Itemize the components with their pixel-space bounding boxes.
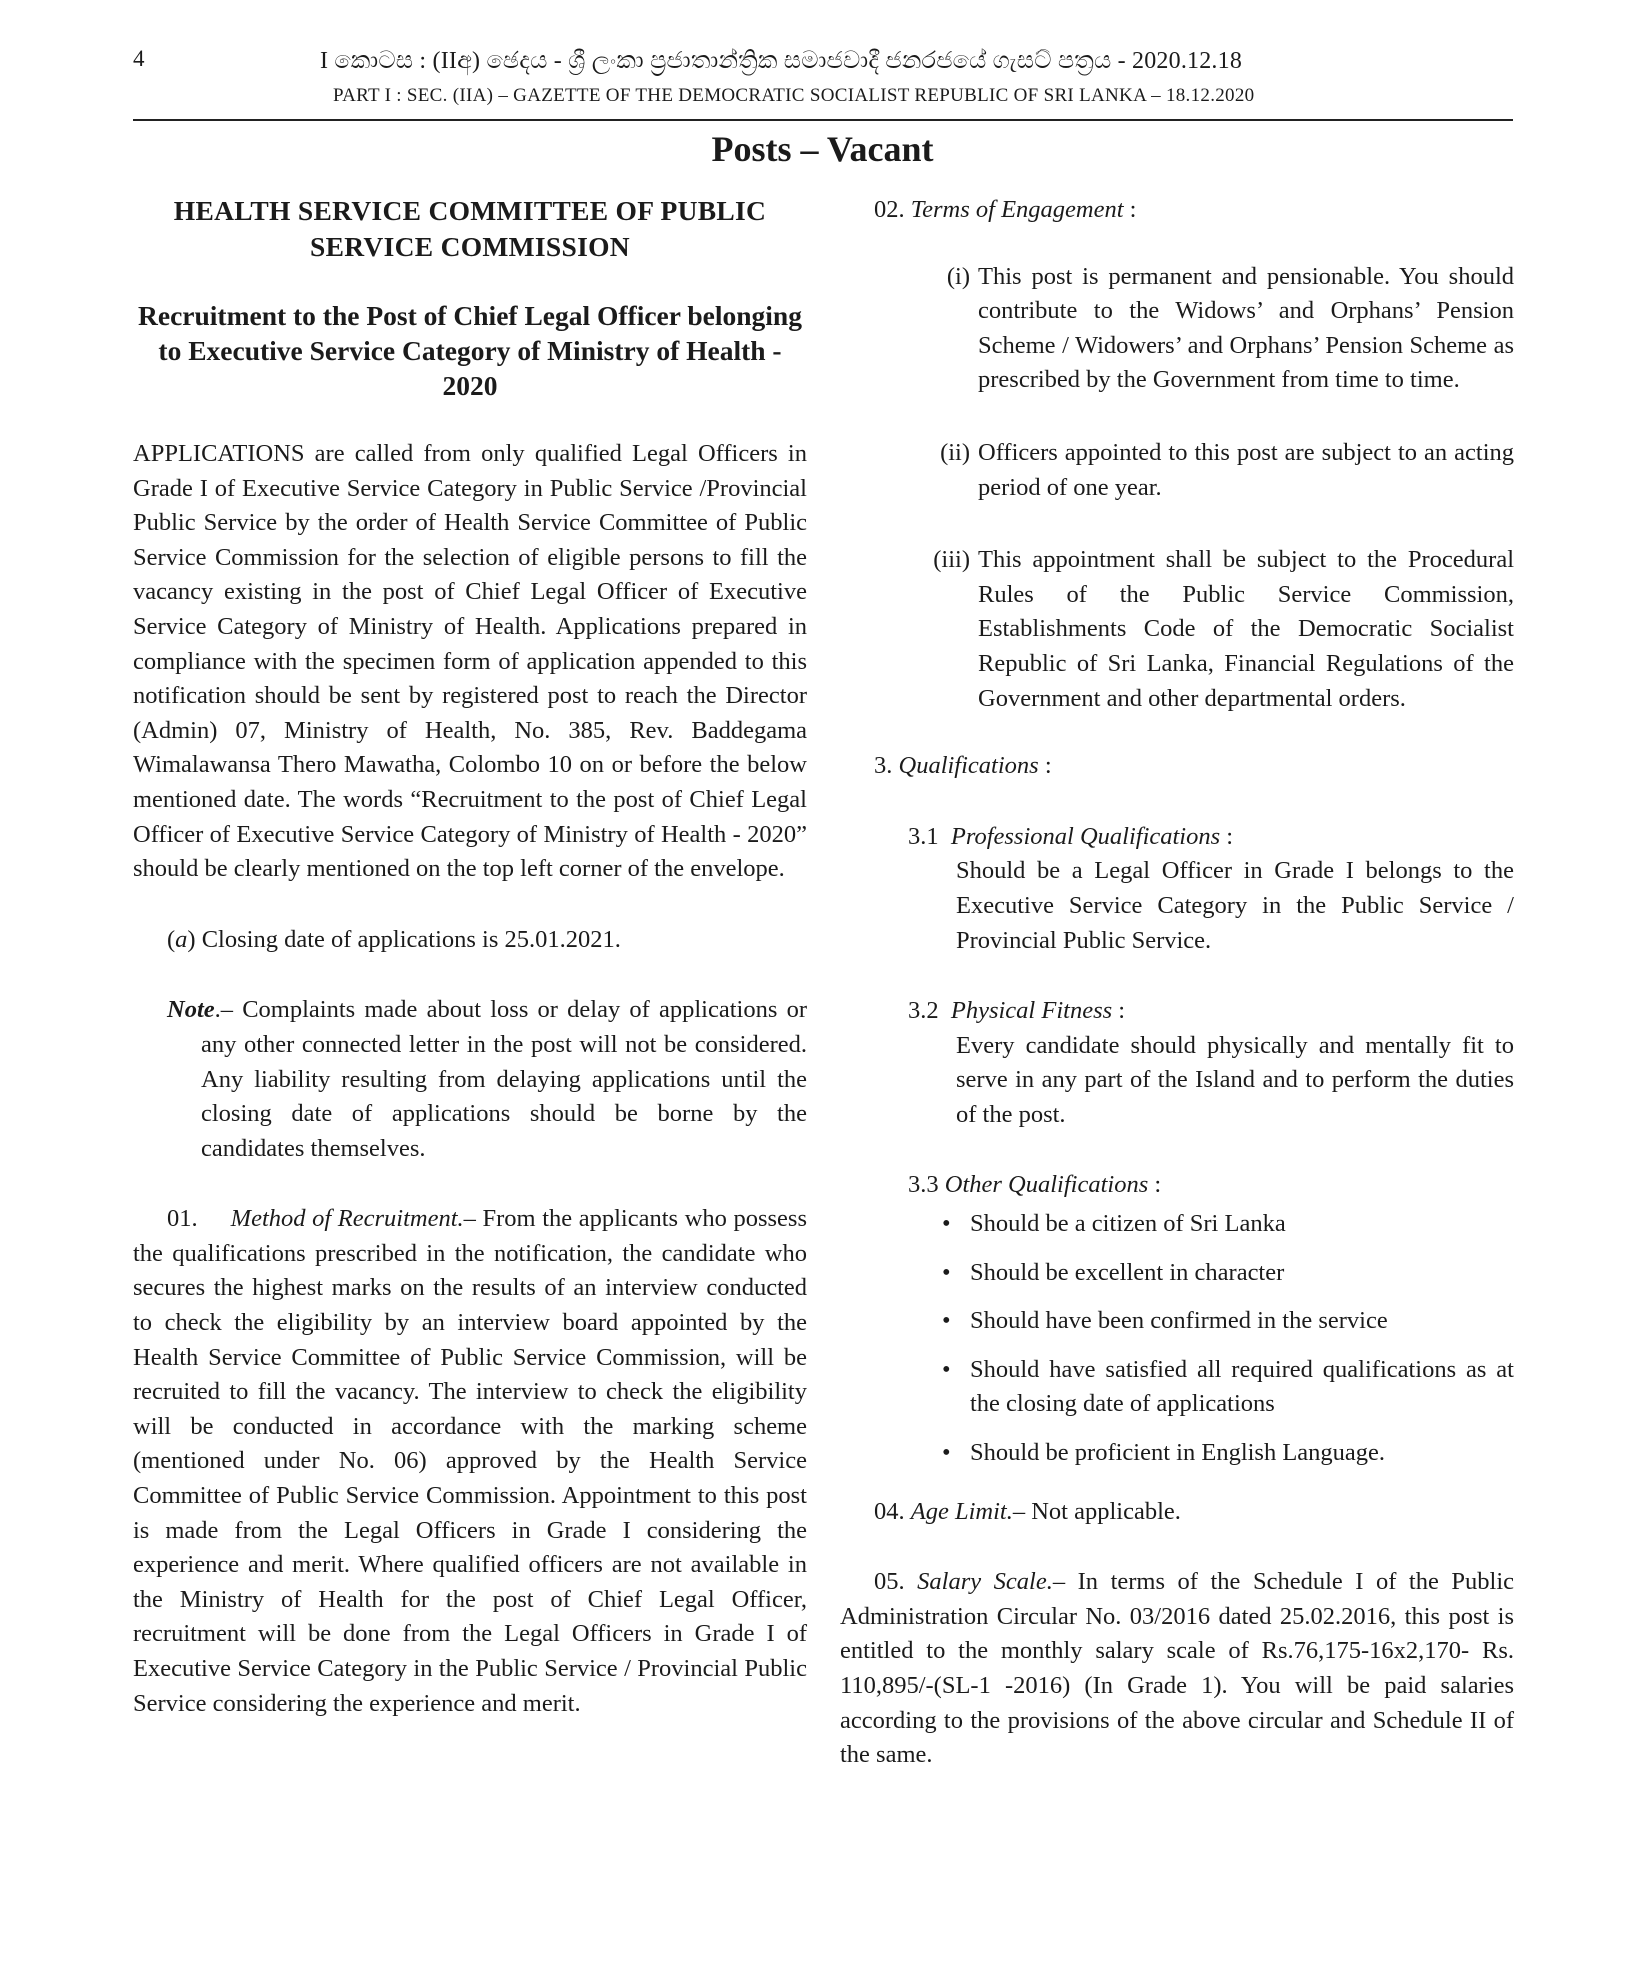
note-label: Note [167, 996, 215, 1024]
recruitment-title: Recruitment to the Post of Chief Legal Officer belonging to Executive Service Category of Ministry of Health - 2020 [138, 300, 802, 401]
page-number: 4 [133, 46, 145, 71]
committee-heading: HEALTH SERVICE COMMITTEE OF PUBLIC SERVICE COMMISSION [173, 195, 767, 262]
other-qualifications [908, 1168, 1514, 1203]
list-item: • Should have been confirmed in the service [940, 1304, 1514, 1339]
closing-label-close: ) [187, 925, 196, 953]
qualifications-heading [874, 749, 1514, 784]
professional-number: 3.1 [908, 822, 939, 850]
list-item [840, 436, 1514, 505]
list-item-text: This post is permanent and pensionable. You should contribute to the Widows’ and Orphans’ Pension Scheme / Widowers’ and Orphans’ Pension Scheme as prescribed by the Government from time to time. [978, 262, 1514, 394]
note-text: .– Complaints made about loss or delay of applications or any other connected letter in the post will not be considered. Any liability resulting from delaying applications until the closing date of applications should be borne by the candidates themselves. [201, 996, 807, 1162]
physical-colon: : [1112, 997, 1126, 1025]
professional-text: Should be a Legal Officer in Grade I belongs to the Executive Service Category in the Public Service / Provincial Public Service. [956, 857, 1514, 954]
age-limit-paragraph [874, 1495, 1514, 1530]
qualifications-heading-text: Qualifications [898, 752, 1039, 780]
method-heading: Method of Recruitment.– [230, 1205, 476, 1233]
left-column [133, 190, 807, 1721]
physical-text: Every candidate should physically and mentally fit to serve in any part of the Island and to perform the duties of the post. [956, 1031, 1514, 1128]
terms-heading [874, 193, 1514, 228]
age-heading: Age Limit.– [910, 1497, 1026, 1525]
list-item: • Should be a citizen of Sri Lanka [940, 1207, 1514, 1242]
age-text: Not applicable. [1025, 1497, 1181, 1525]
header-rule [133, 119, 1513, 121]
list-item-label: (i) [946, 262, 970, 290]
age-number: 04. [874, 1497, 905, 1525]
salary-scale-paragraph [840, 1565, 1514, 1773]
salary-number: 05. [874, 1568, 905, 1596]
closing-label-letter: a [175, 925, 188, 953]
qualifications-colon: : [1038, 752, 1052, 780]
list-item: • Should be proficient in English Language. [940, 1436, 1514, 1471]
section-title: Posts – Vacant [711, 129, 934, 169]
list-item-label: (ii) [940, 438, 970, 466]
gazette-header-english: PART I : SEC. (IIA) – GAZETTE OF THE DEMOCRATIC SOCIALIST REPUBLIC OF SRI LANKA – 18.12.2020 [333, 85, 1255, 106]
other-heading-text: Other Qualifications [944, 1171, 1149, 1199]
professional-qualifications [908, 820, 1514, 958]
other-colon: : [1148, 1171, 1162, 1199]
professional-colon: : [1220, 822, 1234, 850]
list-item: • Should be excellent in character [940, 1256, 1514, 1291]
physical-number: 3.2 [908, 997, 939, 1025]
method-number: 01. [167, 1205, 198, 1233]
list-item [840, 543, 1514, 716]
physical-heading [908, 994, 1514, 1029]
professional-heading-text: Professional Qualifications [950, 822, 1221, 850]
other-heading [908, 1168, 1514, 1203]
terms-heading-text: Terms of Engagement [910, 196, 1124, 223]
terms-colon: : [1123, 196, 1137, 223]
physical-fitness [908, 994, 1514, 1132]
physical-heading-text: Physical Fitness [950, 997, 1113, 1025]
salary-text: In terms of the Schedule I of the Public Administration Circular No. 03/2016 dated 25.02.2016, this post is entitled to the monthly salary scale of Rs.76,175-16x2,170- Rs. 110,895/-(SL-1 -2016) (In Grade 1). You will be paid salaries according to the provisions of the above circular and Schedule II of the same. [840, 1568, 1515, 1769]
closing-date-paragraph [167, 923, 807, 958]
note-paragraph [167, 993, 807, 1166]
closing-label-open: ( [167, 925, 176, 953]
method-text: From the applicants who possess the qualifications prescribed in the notification, the candidate who secures the highest marks on the results of an interview conducted to check the eligibility by an interview board appointed by the Health Service Committee of Public Service Commission, will be recruited to fill the vacancy. The interview to check the eligibility will be conducted in accordance with the marking scheme (mentioned under No. 06) approved by the Health Service Committee of Public Service Commission. Appointment to this post is made from the Legal Officers in Grade I considering the experience and merit. Where qualified officers are not available in the Ministry of Health for the post of Chief Legal Officer, recruitment will be done from the Legal Officers in Grade I of Executive Service Category in the Public Service / Provincial Public Service considering the experience and merit. [133, 1205, 808, 1717]
method-paragraph [133, 1202, 807, 1721]
gazette-header-sinhala: I කොටස : (IIඅ) ඡෙදය - ශ්‍රී ලංකා ප්‍රජාතාන්ත්‍රික සමාජවාදී ජනරජයේ ගැසට් පත්‍රය - 2020.12.18 [320, 48, 1243, 74]
list-item-text: Officers appointed to this post are subject to an acting period of one year. [978, 438, 1514, 501]
list-item-label: (iii) [933, 546, 970, 574]
list-item-text: This appointment shall be subject to the Procedural Rules of the Public Service Commission, Establishments Code of the Democratic Socialist Republic of Sri Lanka, Financial Regulations of the Government and other departmental orders. [978, 546, 1514, 712]
other-number: 3.3 [908, 1171, 939, 1199]
closing-date-text: Closing date of applications is 25.01.2021. [195, 925, 621, 953]
list-item [840, 260, 1514, 398]
right-column [840, 190, 1514, 1797]
professional-heading [908, 820, 1514, 855]
terms-list [840, 260, 1514, 717]
other-qualifications-list [940, 1207, 1514, 1471]
list-item: • Should have satisfied all required qualifications as at the closing date of applications [940, 1353, 1514, 1422]
applications-paragraph: APPLICATIONS are called from only qualified Legal Officers in Grade I of Executive Service Category in Public Service /Provincial Public Service by the order of Health Service Committee of Public Service Commission for the selection of eligible persons to fill the vacancy existing in the post of Chief Legal Officer of Executive Service Category of Ministry of Health. Applications prepared in compliance with the specimen form of application appended to this notification should be sent by registered post to reach the Director (Admin) 07, Ministry of Health, No. 385, Rev. Baddegama Wimalawansa Thero Mawatha, Colombo 10 on or before the below mentioned date. The words “Recruitment to the post of Chief Legal Officer of Executive Service Category of Ministry of Health - 2020” should be clearly mentioned on the top left corner of the envelope. [133, 440, 807, 883]
terms-number: 02. [874, 196, 905, 223]
salary-heading: Salary Scale.– [917, 1568, 1066, 1596]
qualifications-number: 3. [874, 752, 893, 780]
